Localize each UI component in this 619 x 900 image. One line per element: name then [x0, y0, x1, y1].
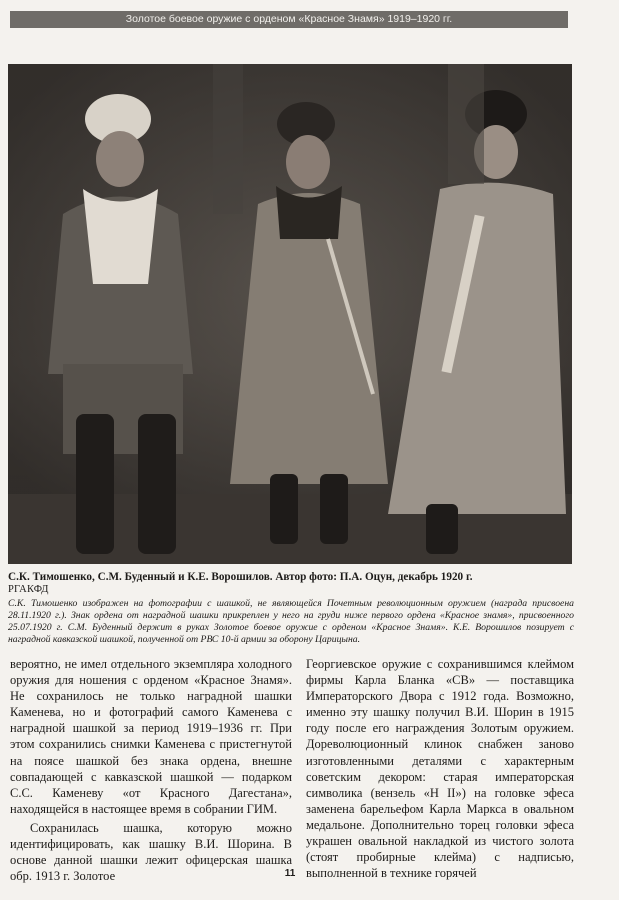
historical-group-photo	[8, 64, 572, 564]
body-paragraph: вероятно, не имел отдельного экземпляра холодного оружия для ношения с орденом «Красное Знамя». Не сохранилось не только наградной шашки Каменева, но и фотографий самого Каменева с наградной шашкой за период 1919–1936 гг. При этом сохранились снимки Каменева с пристегнутой на поясе шашкой без знака ордена, внешне совпадающей с кавказской шашкой — подарком С.С. Каменеву «от Красного Дагестана», находящейся в настоящее время в собрании ГИМ.	[10, 657, 292, 816]
page-header-title: Золотое боевое оружие с орденом «Красное Знамя» 1919–1920 гг.	[125, 13, 453, 25]
page-number: 11	[284, 868, 296, 879]
body-paragraph: Георгиевское оружие с сохранившимся клеймом фирмы Карла Бланка «СВ» — поставщика Императорского Двора с 1912 года. Возможно, именно эту шашку получил В.И. Шорин в 1915 году после его награждения Золотым оружием. Дореволюционный клинок снабжен заново изготовленными деталями с характерным советским декором: старая императорская символика (вензель «Н II») на головке эфеса заменена барельефом Карла Маркса в овальном медальоне. Дополнительно торец головки эфеса украшен овальной накладкой из чистого золота (стоят пробирные клейма) с надписью, выполненной в технике горячей	[306, 657, 574, 881]
caption-note: С.К. Тимошенко изображен на фотографии с шашкой, не являющейся Почетным революционным оружием (награда присвоена 28.11.1920 г.). Знак ордена от наградной шашки прикреплен у него на груди ниже первого ордена «Красное знамя», присвоенного 25.07.1920 г. С.М. Буденный держит в руках Золотое боевое оружие с орденом «Красное Знамя». К.Е. Ворошилов позирует с наградной кавказской шашкой, полученной от РВС 10-й армии за оборону Царицына.	[8, 598, 574, 645]
body-paragraph: Сохранилась шашка, которую можно идентифицировать, как шашку В.И. Шорина. В основе данной шашки лежит офицерская шашка обр. 1913 г. Золотое	[10, 820, 292, 884]
caption-archive: РГАКФД	[8, 584, 49, 595]
caption-title: С.К. Тимошенко, С.М. Буденный и К.Е. Ворошилов. Автор фото: П.А. Оцун, декабрь 1920 г.	[8, 571, 473, 583]
photo-caption	[8, 571, 574, 646]
body-column-left	[10, 656, 292, 884]
body-column-right	[306, 656, 574, 881]
